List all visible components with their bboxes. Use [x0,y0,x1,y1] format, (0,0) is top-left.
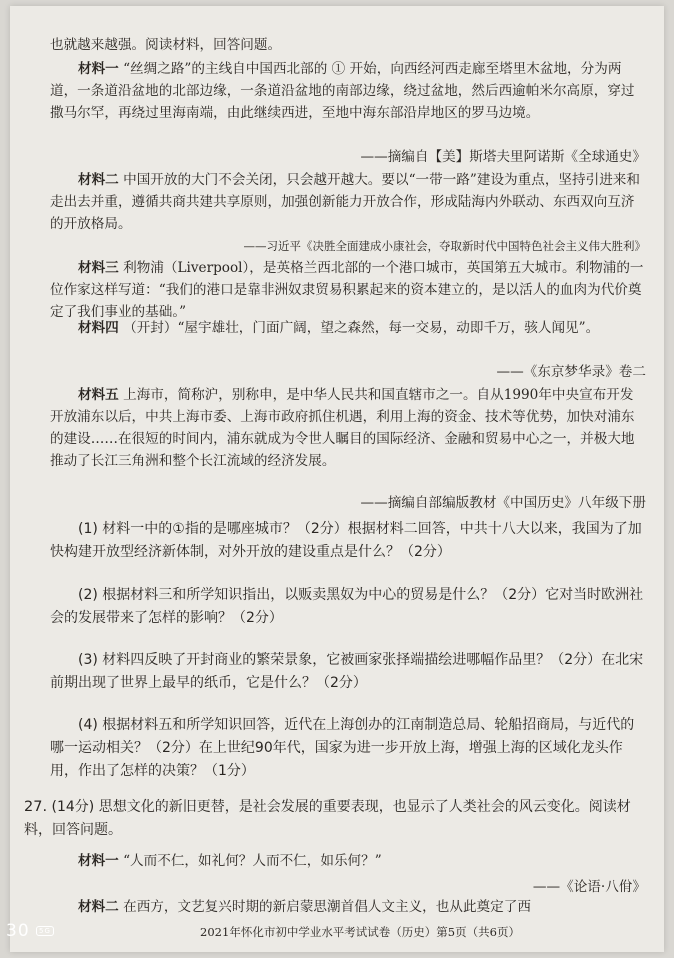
corner-overlay [6,920,64,942]
material-5-text: 上海市，简称沪，别称申，是中华人民共和国直辖市之一。自从1990年中央宣布开发开放浦东以后，中共上海市委、上海市政府抓住机遇，利用上海的资金、技术等优势，加快对浦东的建设……在很短的时间内，浦东就成为令世人瞩目的国际经济、金融和贸易中心之一，并极大地推动了长江三角洲和整个长江流域的经济发展。 [50,387,635,469]
question-3: (3) 材料四反映了开封商业的繁荣景象，它被画家张择端描绘进哪幅作品里？（2分）在北宋前期出现了世界上最早的纸币，它是什么？（2分） [50,652,644,691]
question-4: (4) 根据材料五和所学知识回答，近代在上海创办的江南制造总局、轮船招商局，与近代的哪一运动相关？（2分）在上世纪90年代，国家为进一步开放上海，增强上海的区域化龙头作用，作出了怎样的决策？（1分） [50,717,635,779]
material-1 [50,58,646,124]
material-4 [50,317,646,339]
material-4-text: （开封）“屋宇雄壮，门面广阔，望之森然，每一交易，动即千万，骇人闻见”。 [123,320,600,336]
material-5-label: 材料五 [78,387,119,403]
q27-material-1-label: 材料一 [78,853,119,869]
question-1: (1) 材料一中的①指的是哪座城市？（2分）根据材料二回答，中共十八大以来，我国为了加快构建开放型经济新体制，对外开放的建设重点是什么？（2分） [50,521,642,560]
intro-line: 也就越来越强。阅读材料，回答问题。 [50,37,282,53]
material-1-label: 材料一 [78,61,119,77]
question-27-text: (14分) 思想文化的新旧更替，是社会发展的重要表现，也显示了人类社会的风云变化。阅读材料，回答问题。 [24,799,631,838]
material-2-label: 材料二 [78,172,119,188]
material-1-text: “丝绸之路”的主线自中国西北部的 ① 开始，向西经河西走廊至塔里木盆地，分为两道，一条道沿盆地的北部边缘，一条道沿盆地的南部边缘，绕过盆地，然后西逾帕米尔高原，穿过撒马尔罕，再绕过里海南端，由此继续西进，至地中海东部沿岸地区的罗马边境。 [50,61,635,121]
material-5 [50,384,646,472]
material-3 [50,257,646,323]
material-2-source: ——习近平《决胜全面建成小康社会，夺取新时代中国特色社会主义伟大胜利》 [243,239,646,253]
q27-material-2 [50,896,646,918]
material-4-label: 材料四 [78,320,119,336]
material-3-text: 利物浦（Liverpool），是英格兰西北部的一个港口城市，英国第五大城市。利物浦的一位作家这样写道：“我们的港口是靠非洲奴隶贸易积累起来的资本建立的，是以活人的血肉为代价奠定了我们事业的基础。” [50,260,644,320]
question-27 [24,796,646,842]
material-3-label: 材料三 [78,260,119,276]
exam-page [6,6,664,952]
q27-material-1-text: “人而不仁，如礼何？人而不仁，如乐何？” [123,853,382,869]
corner-number: 30 [6,921,30,941]
material-5-source: ——摘编自部编版教材《中国历史》八年级下册 [360,495,646,511]
question-2: (2) 根据材料三和所学知识指出，以贩卖黑奴为中心的贸易是什么？（2分）它对当时欧洲社会的发展带来了怎样的影响？（2分） [50,587,644,626]
material-2-text: 中国开放的大门不会关闭，只会越开越大。要以“一带一路”建设为重点，坚持引进来和走出去并重，遵循共商共建共享原则，加强创新能力开放合作，形成陆海内外联动、东西双向互济的开放格局。 [50,172,640,232]
material-2 [50,169,646,235]
network-badge: 5G [36,926,54,936]
q27-material-2-label: 材料二 [78,899,119,915]
q27-material-1-source: ——《论语·八佾》 [532,879,646,895]
material-4-source: ——《东京梦华录》卷二 [496,364,646,380]
q27-material-2-text: 在西方，文艺复兴时期的新启蒙思潮首倡人文主义，也从此奠定了西 [123,899,531,915]
material-1-source: ——摘编自【美】斯塔夫里阿诺斯《全球通史》 [360,149,646,165]
page-footer: 2021年怀化市初中学业水平考试试卷（历史）第5页（共6页） [200,925,520,939]
question-27-number: 27. [24,799,48,815]
q27-material-1 [50,850,646,872]
